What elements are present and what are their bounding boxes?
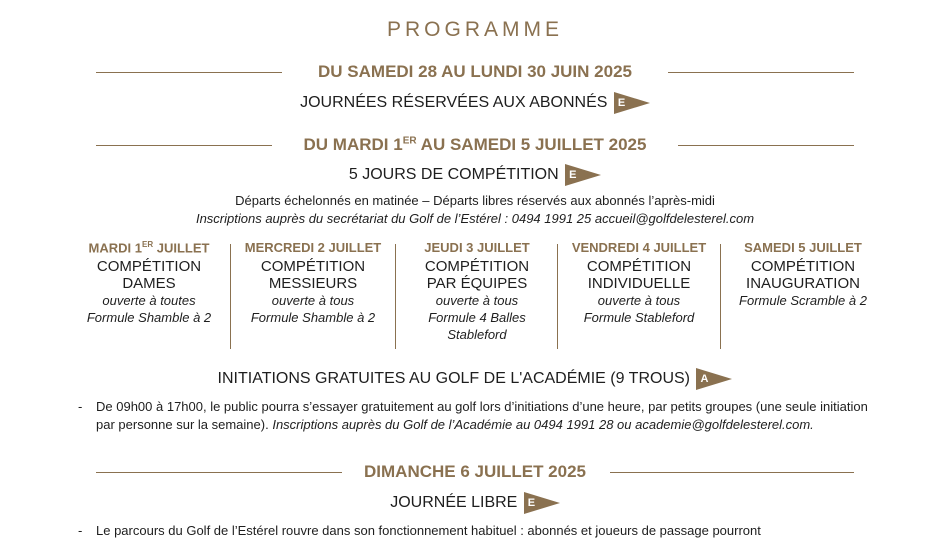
golf-flag-icon [565, 164, 601, 186]
column-divider [230, 244, 231, 349]
golf-flag-icon [614, 92, 650, 114]
golf-flag-icon [524, 492, 560, 514]
competition-audience: ouverte à toutes [102, 293, 196, 308]
day-label: MERCREDI 2 JUILLET [244, 240, 382, 255]
competition-audience: ouverte à tous [435, 293, 519, 308]
initiations-contact: Inscriptions auprès du Golf de l’Académie au 0494 1991 28 ou academie@golfdelesterel.com. [272, 417, 814, 432]
section1-subtitle-row [0, 92, 950, 114]
golf-flag-icon [696, 368, 732, 390]
competition-format-2: Stableford [447, 327, 507, 342]
section2-info: Départs échelonnés en matinée – Départs libres réservés aux abonnés l’après-midi [235, 193, 715, 208]
initiations-title: INITIATIONS GRATUITES AU GOLF DE L'ACADÉMIE (9 TROUS) [217, 370, 690, 388]
programme-title: PROGRAMME [386, 18, 563, 41]
competition-type: INDIVIDUELLE [587, 275, 691, 292]
competition-audience: ouverte à tous [597, 293, 681, 308]
day-column-wednesday [233, 240, 393, 326]
initiations-bullet [78, 398, 878, 434]
competition-type: PAR ÉQUIPES [426, 275, 528, 292]
competition-name: COMPÉTITION [424, 258, 530, 275]
competition-name: COMPÉTITION [586, 258, 692, 275]
competition-type: MESSIEURS [268, 275, 358, 292]
column-divider [720, 244, 721, 349]
column-divider [395, 244, 396, 349]
competition-audience: ouverte à tous [271, 293, 355, 308]
section3-subtitle: JOURNÉE LIBRE [390, 494, 518, 512]
bullet-dash: - [78, 523, 83, 538]
flag-letter: E [527, 497, 536, 509]
section2-date: DU MARDI 1ER AU SAMEDI 5 JUILLET 2025 [0, 135, 950, 155]
competition-type: DAMES [122, 275, 176, 292]
day-label: JEUDI 3 JUILLET [424, 240, 530, 255]
day-label: VENDREDI 4 JUILLET [571, 240, 707, 255]
section2-subtitle: 5 JOURS DE COMPÉTITION [348, 166, 559, 184]
competition-format: Formule Stableford [583, 310, 695, 325]
competition-type: INAUGURATION [746, 275, 860, 292]
initiations-title-row [0, 368, 950, 390]
day-label: MARDI 1ER JUILLET [88, 240, 210, 256]
day-column-tuesday [70, 240, 228, 326]
section3-subtitle-row [0, 492, 950, 514]
column-divider [557, 244, 558, 349]
section3-text: Le parcours du Golf de l’Estérel rouvre dans son fonctionnement habituel : abonnés et joueurs de passage pourront [96, 523, 761, 538]
competition-name: COMPÉTITION [260, 258, 366, 275]
competition-format: Formule 4 Balles [428, 310, 526, 325]
competition-format: Formule Shamble à 2 [86, 310, 212, 325]
flag-letter: E [569, 169, 577, 181]
section2-contact: Inscriptions auprès du secrétariat du Golf de l’Estérel : 0494 1991 25 accueil@golfdelesterel.com [195, 211, 755, 226]
day-column-thursday [398, 240, 556, 343]
competition-name: COMPÉTITION [750, 258, 856, 275]
initiations-text: De 09h00 à 17h00, le public pourra s’essayer gratuitement au golf lors d’initiations d’une heure, par petits groupes (une seule initiation par personne sur la semaine). [96, 399, 868, 432]
day-label: SAMEDI 5 JUILLET [744, 240, 862, 255]
section1-subtitle: JOURNÉES RÉSERVÉES AUX ABONNÉS [300, 94, 608, 112]
day-column-saturday [724, 240, 882, 309]
competition-format: Formule Shamble à 2 [250, 310, 376, 325]
competition-format: Formule Scramble à 2 [739, 293, 867, 308]
section3-date: DIMANCHE 6 JUILLET 2025 [0, 462, 950, 482]
bullet-dash: - [78, 399, 83, 414]
section2-subtitle-row [0, 164, 950, 186]
day-column-friday [560, 240, 718, 326]
flag-letter: E [617, 97, 626, 109]
section1-date: DU SAMEDI 28 AU LUNDI 30 JUIN 2025 [0, 62, 950, 82]
competition-name: COMPÉTITION [96, 258, 202, 275]
section3-bullet [78, 522, 878, 540]
flag-letter: A [700, 373, 709, 385]
